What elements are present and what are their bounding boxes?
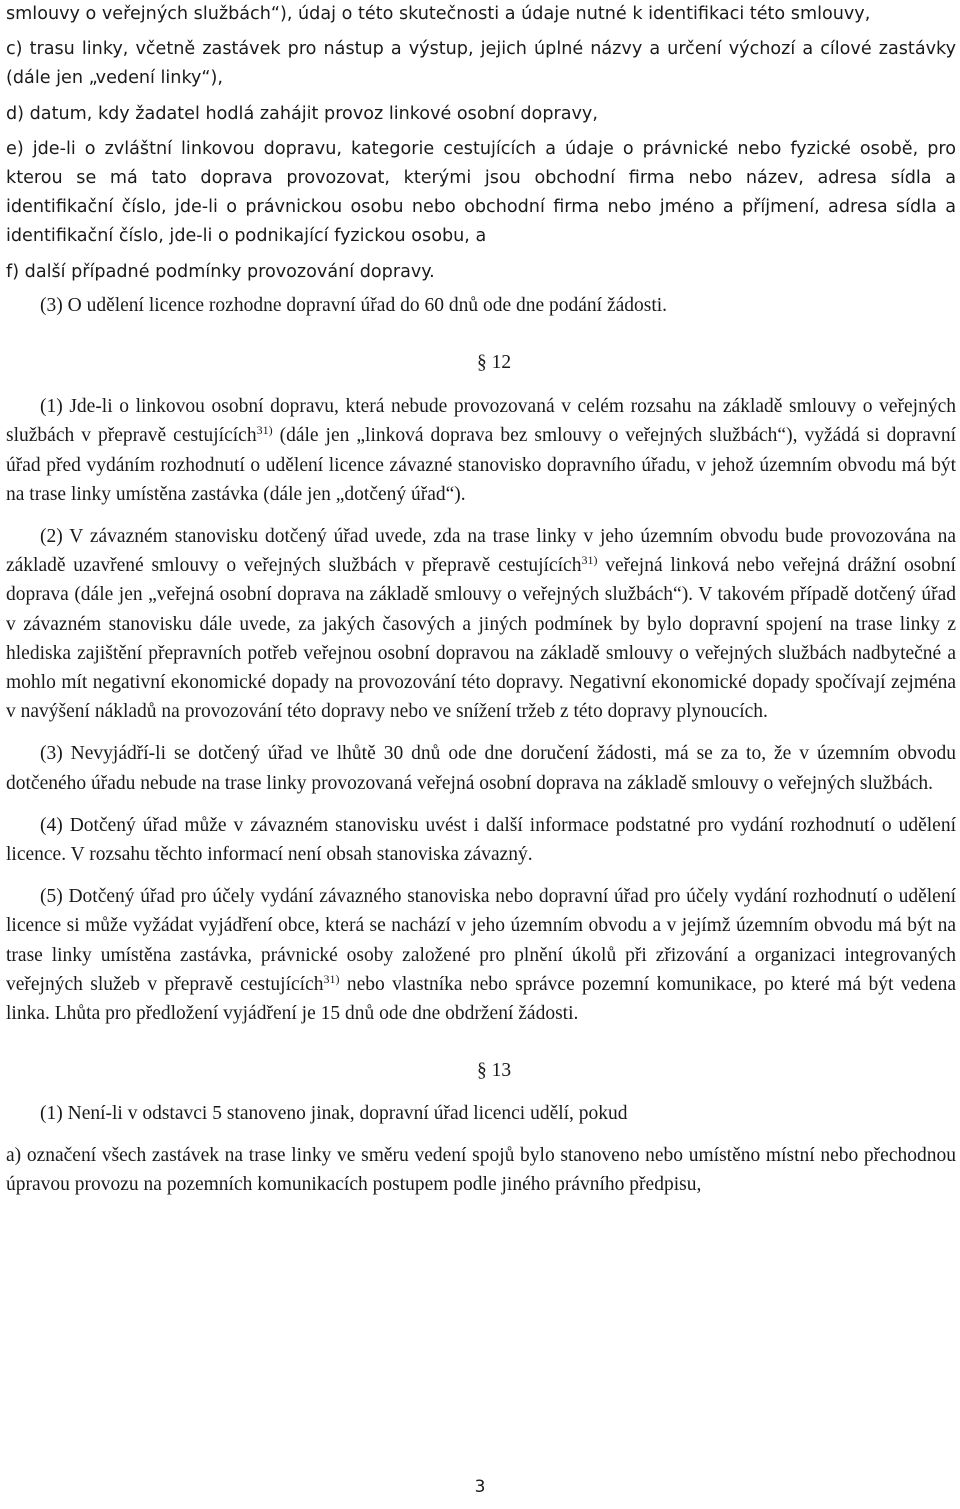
section-12-paragraph-2-text-b: veřejná linková nebo veřejná drážní osobní doprava (dále jen „veřejná osobní doprava na základě smlouvy o veřejných službách“). V takovém případě dotčený úřad v závazném stanovisku dále uvede, za jakých časových a jiných podmínek by bylo dopravní spojení na trase linky z hlediska zajištění přepravních potřeb veřejnou osobní dopravou na základě smlouvy o veřejných službách nadbytečné a mohlo mít negativní ekonomické dopady na provozování této dopravy. Negativní ekonomické dopady spočívají zejména v navýšení nákladů na provozování této dopravy nebo ve snížení tržeb z této dopravy plynoucích.: [6, 555, 956, 723]
section-heading-13: § 13: [476, 1060, 512, 1082]
section-12-paragraph-3: (3) Nevyjádří-li se dotčený úřad ve lhůtě 30 dnů ode dne doručení žádosti, má se za to, že v územním obvodu dotčeného úřadu nebude na trase linky provozovaná veřejná osobní doprava na základě smlouvy o veřejných službách.: [6, 743, 956, 794]
section-12-paragraph-2: [6, 522, 956, 726]
section-12-paragraph-1-text-b: (dále jen „linková doprava bez smlouvy o veřejných službách“), vyžádá si dopravní úřad před vydáním rozhodnutí o udělení licence závazné stanovisko dopravního úřadu, v jehož územním obvodu má být na trase linky umístěna zastávka (dále jen „dotčený úřad“).: [6, 425, 957, 505]
section-12-paragraph-1: [6, 392, 956, 509]
section-12-paragraph-5-text-b: nebo vlastníka nebo správce pozemní komunikace, po které má být vedena linka. Lhůta pro předložení vyjádření je 15 dnů ode dne obdržení žádosti.: [6, 973, 956, 1025]
section-13-list-item-a: a) označení všech zastávek na trase linky ve směru vedení spojů bylo stanoveno nebo umístěno místní nebo přechodnou úpravou provozu na pozemních komunikacích postupem podle jiného právního předpisu,: [6, 1144, 956, 1195]
document-page: [6, 0, 956, 1199]
section-12-paragraph-5: [6, 882, 956, 1028]
section-12-paragraph-1-text-a: (1) Jde-li o linkovou osobní dopravu, která nebude provozovaná v celém rozsahu na základě smlouvy o veřejných službách v přepravě cestujících: [6, 396, 956, 447]
section-12-paragraph-5-text-a: (5) Dotčený úřad pro účely vydání závazného stanoviska nebo dopravní úřad pro účely vydání rozhodnutí o udělení licence si může vyžádat vyjádření obce, která se nachází v jeho územním obvodu a v jejímž územním obvodu má být na trase linky umístěna zastávka, právnické osoby založené pro plnění úkolů při zřizování a organizaci integrovaných veřejných služeb v přepravě cestujících: [6, 886, 956, 995]
section-12-paragraph-4: (4) Dotčený úřad může v závazném stanovisku uvést i další informace podstatné pro vydání rozhodnutí o udělení licence. V rozsahu těchto informací není obsah stanoviska závazný.: [6, 814, 956, 866]
page-number: 3: [474, 1477, 486, 1497]
section-13-paragraph-1: (1) Není-li v odstavci 5 stanoveno jinak, dopravní úřad licenci udělí, pokud: [40, 1102, 628, 1124]
paragraph-3: (3) O udělení licence rozhodne dopravní úřad do 60 dnů ode dne podání žádosti.: [40, 294, 668, 316]
footnote-ref: 31): [323, 971, 340, 986]
section-12-paragraph-2-text-a: (2) V závazném stanovisku dotčený úřad uvede, zda na trase linky v jeho územním obvodu bude provozována na základě uzavřené smlouvy o veřejných službách v přepravě cestujících: [6, 526, 956, 577]
list-item-e: e) jde-li o zvláštní linkovou dopravu, kategorie cestujících a údaje o právnické nebo fyzické osobě, pro kterou se má tato doprava provozovat, kterými jsou obchodní firma nebo název, adresa sídla a identifikační číslo, jde-li o právnickou osobu nebo obchodní firma nebo jméno a příjmení, adresa sídla a identifikační číslo, jde-li o podnikající fyzickou osobu, a: [6, 138, 956, 247]
section-heading-12: § 12: [476, 352, 512, 374]
footnote-ref: 31): [256, 423, 273, 438]
footnote-ref: 31): [581, 553, 598, 568]
paragraph-b-continuation: smlouvy o veřejných službách“), údaj o této skutečnosti a údaje nutné k identifikaci této smlouvy,: [6, 4, 871, 24]
list-item-d: d) datum, kdy žadatel hodlá zahájit provoz linkové osobní dopravy,: [6, 103, 598, 124]
list-item-f: f) další případné podmínky provozování dopravy.: [6, 261, 435, 282]
list-item-c: c) trasu linky, včetně zastávek pro nástup a výstup, jejich úplné názvy a určení výchozí a cílové zastávky (dále jen „vedení linky“),: [6, 39, 956, 89]
